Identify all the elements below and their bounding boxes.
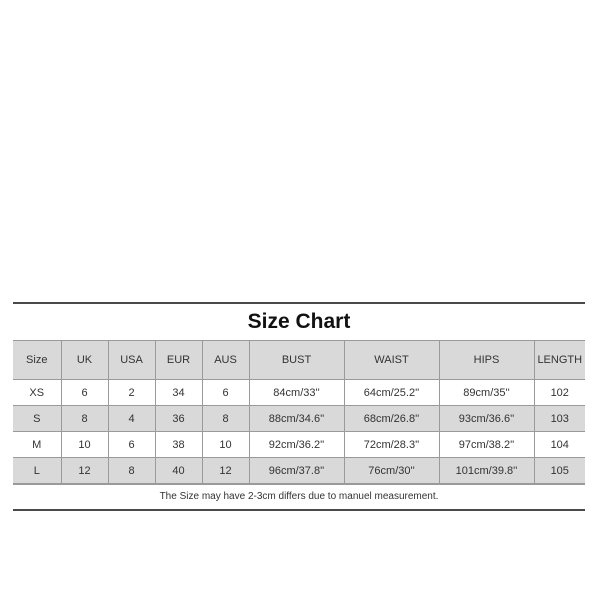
table-cell: 8 — [202, 406, 249, 432]
table-cell: XS — [13, 380, 61, 406]
table-cell: 6 — [202, 380, 249, 406]
table-cell: 6 — [61, 380, 108, 406]
table-cell: 96cm/37.8'' — [249, 458, 344, 484]
table-cell: 38 — [155, 432, 202, 458]
table-cell: 6 — [108, 432, 155, 458]
column-header-aus: AUS — [202, 341, 249, 380]
table-row — [13, 458, 585, 484]
table-cell: L — [13, 458, 61, 484]
table-cell: 10 — [202, 432, 249, 458]
table-cell: 97cm/38.2'' — [439, 432, 534, 458]
column-header-waist: WAIST — [344, 341, 439, 380]
table-cell: 103 — [534, 406, 585, 432]
table-cell: 40 — [155, 458, 202, 484]
table-cell: 36 — [155, 406, 202, 432]
table-cell: 12 — [202, 458, 249, 484]
table-row — [13, 406, 585, 432]
table-cell: 8 — [61, 406, 108, 432]
column-header-usa: USA — [108, 341, 155, 380]
table-cell: 89cm/35'' — [439, 380, 534, 406]
table-cell: 102 — [534, 380, 585, 406]
table-cell: 2 — [108, 380, 155, 406]
size-table — [13, 341, 585, 484]
table-cell: 105 — [534, 458, 585, 484]
column-header-length: LENGTH — [534, 341, 585, 380]
column-header-hips: HIPS — [439, 341, 534, 380]
table-cell: 8 — [108, 458, 155, 484]
table-cell: 84cm/33'' — [249, 380, 344, 406]
table-row — [13, 432, 585, 458]
table-cell: 72cm/28.3'' — [344, 432, 439, 458]
column-header-bust: BUST — [249, 341, 344, 380]
size-chart — [13, 302, 585, 511]
chart-title: Size Chart — [13, 304, 585, 341]
column-header-size: Size — [13, 341, 61, 380]
table-cell: 64cm/25.2'' — [344, 380, 439, 406]
table-cell: 4 — [108, 406, 155, 432]
column-header-uk: UK — [61, 341, 108, 380]
measurement-note: The Size may have 2-3cm differs due to manuel measurement. — [13, 484, 585, 509]
table-cell: 88cm/34.6'' — [249, 406, 344, 432]
table-cell: 10 — [61, 432, 108, 458]
column-header-eur: EUR — [155, 341, 202, 380]
table-cell: 101cm/39.8'' — [439, 458, 534, 484]
table-cell: 93cm/36.6'' — [439, 406, 534, 432]
table-cell: 92cm/36.2'' — [249, 432, 344, 458]
table-cell: 12 — [61, 458, 108, 484]
table-cell: 76cm/30'' — [344, 458, 439, 484]
table-cell: 34 — [155, 380, 202, 406]
table-cell: 68cm/26.8'' — [344, 406, 439, 432]
table-cell: S — [13, 406, 61, 432]
table-header-row — [13, 341, 585, 380]
table-cell: 104 — [534, 432, 585, 458]
table-row — [13, 380, 585, 406]
table-cell: M — [13, 432, 61, 458]
